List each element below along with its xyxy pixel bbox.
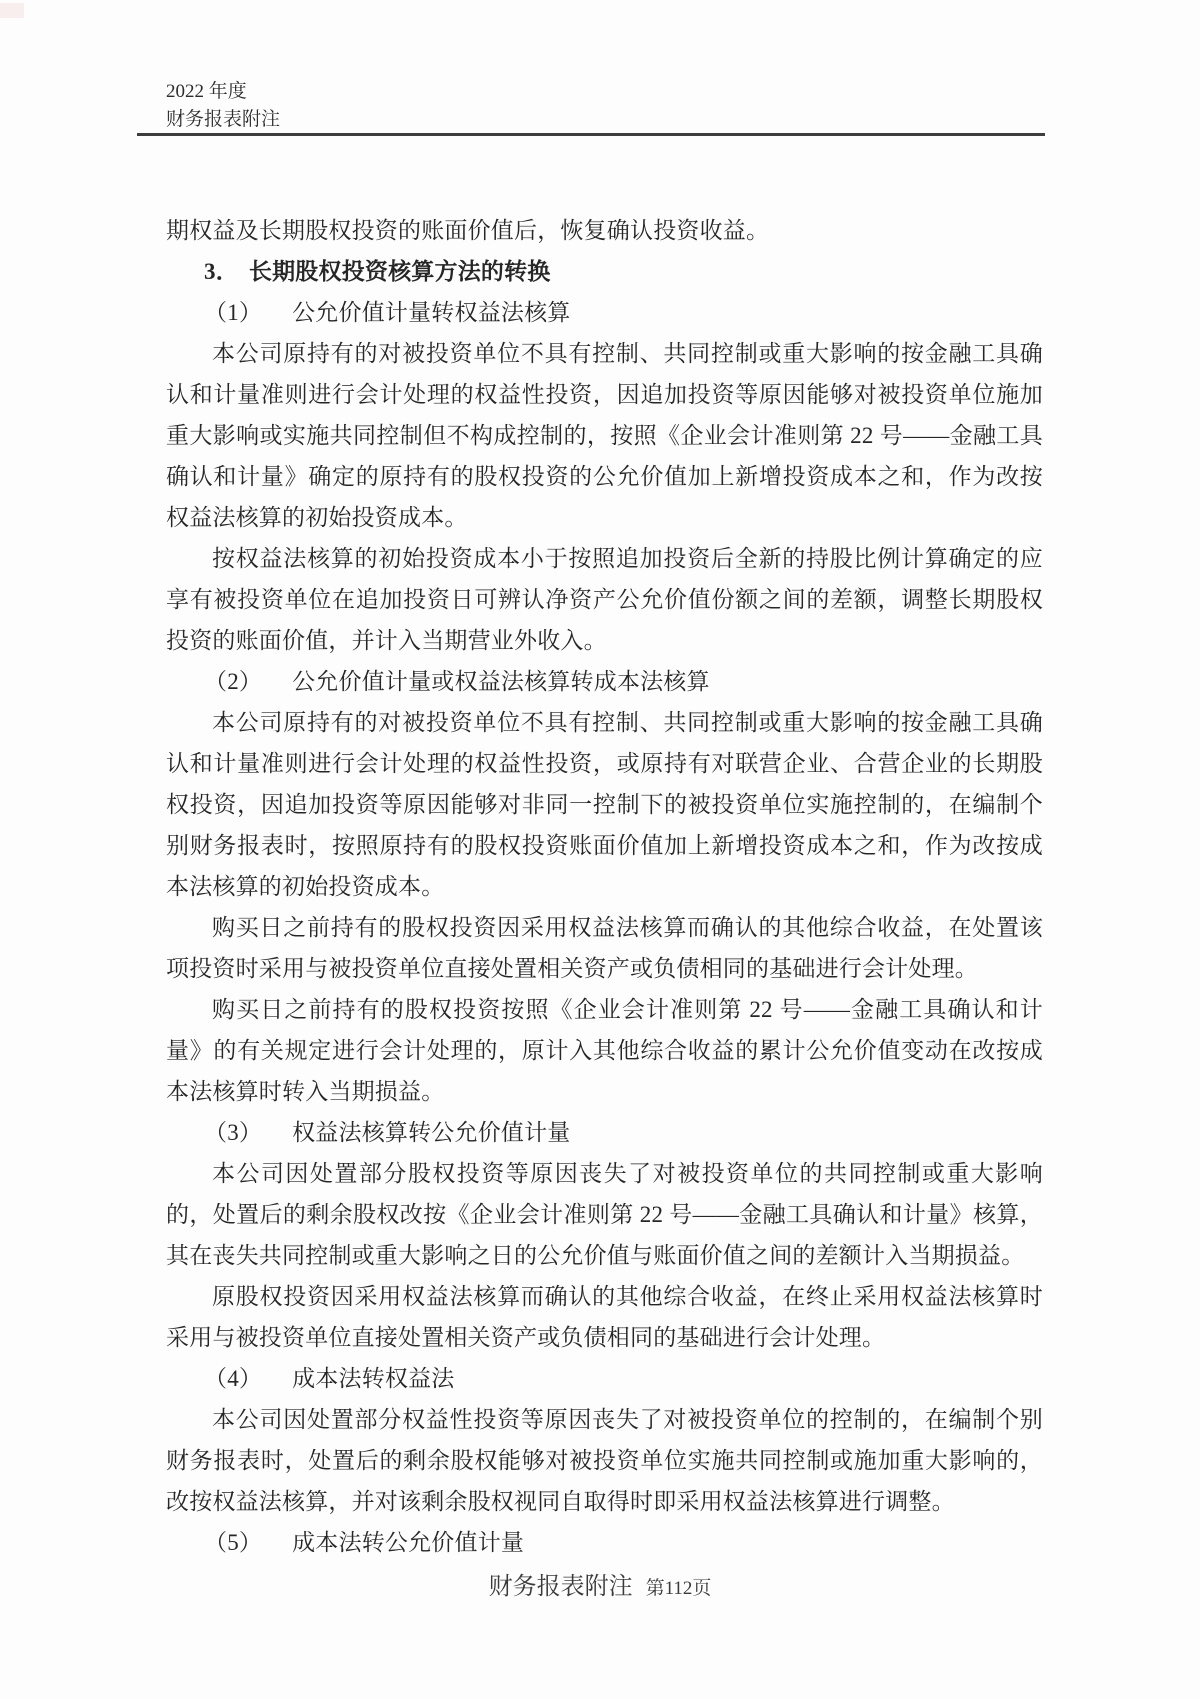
heading-number: （3） (204, 1120, 263, 1145)
subsection-heading-2 (166, 661, 1043, 702)
heading-title: 长期股权投资核算方法的转换 (248, 259, 551, 284)
body-paragraph: 原股权投资因采用权益法核算而确认的其他综合收益，在终止采用权益法核算时采用与被投资单位直接处置相关资产或负债相同的基础进行会计处理。 (166, 1284, 1043, 1350)
body-paragraph: 本公司原持有的对被投资单位不具有控制、共同控制或重大影响的按金融工具确认和计量准则进行会计处理的权益性投资，或原持有对联营企业、合营企业的长期股权投资，因追加投资等原因能够对非同一控制下的被投资单位实施控制的，在编制个别财务报表时，按照原持有的股权投资账面价值加上新增投资成本之和，作为改按成本法核算的初始投资成本。 (166, 710, 1043, 899)
footer-title: 财务报表附注 (488, 1574, 633, 1600)
heading-number: （1） (204, 300, 263, 325)
continuation-line: 期权益及长期股权投资的账面价值后，恢复确认投资收益。 (166, 218, 770, 243)
subsection-heading-5 (166, 1522, 1043, 1563)
body-paragraph: 购买日之前持有的股权投资按照《企业会计准则第 22 号——金融工具确认和计量》的有关规定进行会计处理的，原计入其他综合收益的累计公允价值变动在改按成本法核算时转入当期损益。 (166, 997, 1043, 1104)
heading-number: （5） (204, 1530, 263, 1555)
page-header (166, 78, 280, 134)
subsection-heading-4 (166, 1358, 1043, 1399)
heading-number: （4） (204, 1366, 263, 1391)
heading-title: 权益法核算转公允价值计量 (292, 1120, 571, 1145)
body-paragraph: 本公司因处置部分股权投资等原因丧失了对被投资单位的共同控制或重大影响的，处置后的剩余股权改按《企业会计准则第 22 号——金融工具确认和计量》核算，其在丧失共同控制或重大影响之日的公允价值与账面价值之间的差额计入当期损益。 (166, 1161, 1043, 1268)
heading-title: 成本法转公允价值计量 (292, 1530, 525, 1555)
body-paragraph: 购买日之前持有的股权投资因采用权益法核算而确认的其他综合收益，在处置该项投资时采用与被投资单位直接处置相关资产或负债相同的基础进行会计处理。 (166, 915, 1043, 981)
heading-title: 公允价值计量或权益法核算转成本法核算 (292, 669, 710, 694)
body-paragraph: 本公司原持有的对被投资单位不具有控制、共同控制或重大影响的按金融工具确认和计量准则进行会计处理的权益性投资，因追加投资等原因能够对被投资单位施加重大影响或实施共同控制但不构成控制的，按照《企业会计准则第 22 号——金融工具确认和计量》确定的原持有的股权投资的公允价值加上新增投资成本之和，作为改按权益法核算的初始投资成本。 (166, 341, 1043, 530)
heading-number: （2） (204, 669, 263, 694)
body-paragraph: 按权益法核算的初始投资成本小于按照追加投资后全新的持股比例计算确定的应享有被投资单位在追加投资日可辨认净资产公允价值份额之间的差额，调整长期股权投资的账面价值，并计入当期营业外收入。 (166, 546, 1043, 653)
heading-title: 成本法转权益法 (292, 1366, 455, 1391)
footer-page-number: 第112页 (645, 1578, 712, 1599)
page-footer (0, 1566, 1200, 1601)
subsection-heading-3 (166, 1112, 1043, 1153)
scan-artifact (0, 3, 24, 18)
header-year-line: 2022 年度 (166, 81, 247, 102)
header-divider (137, 133, 1045, 136)
subsection-heading-1 (166, 292, 1043, 333)
heading-number: 3． (204, 259, 239, 284)
heading-title: 公允价值计量转权益法核算 (292, 300, 571, 325)
document-body (166, 210, 1043, 1563)
section-heading (166, 251, 1043, 292)
body-paragraph: 本公司因处置部分权益性投资等原因丧失了对被投资单位的控制的，在编制个别财务报表时，处置后的剩余股权能够对被投资单位实施共同控制或施加重大影响的，改按权益法核算，并对该剩余股权视同自取得时即采用权益法核算进行调整。 (166, 1407, 1043, 1514)
header-title-line: 财务报表附注 (166, 109, 281, 130)
